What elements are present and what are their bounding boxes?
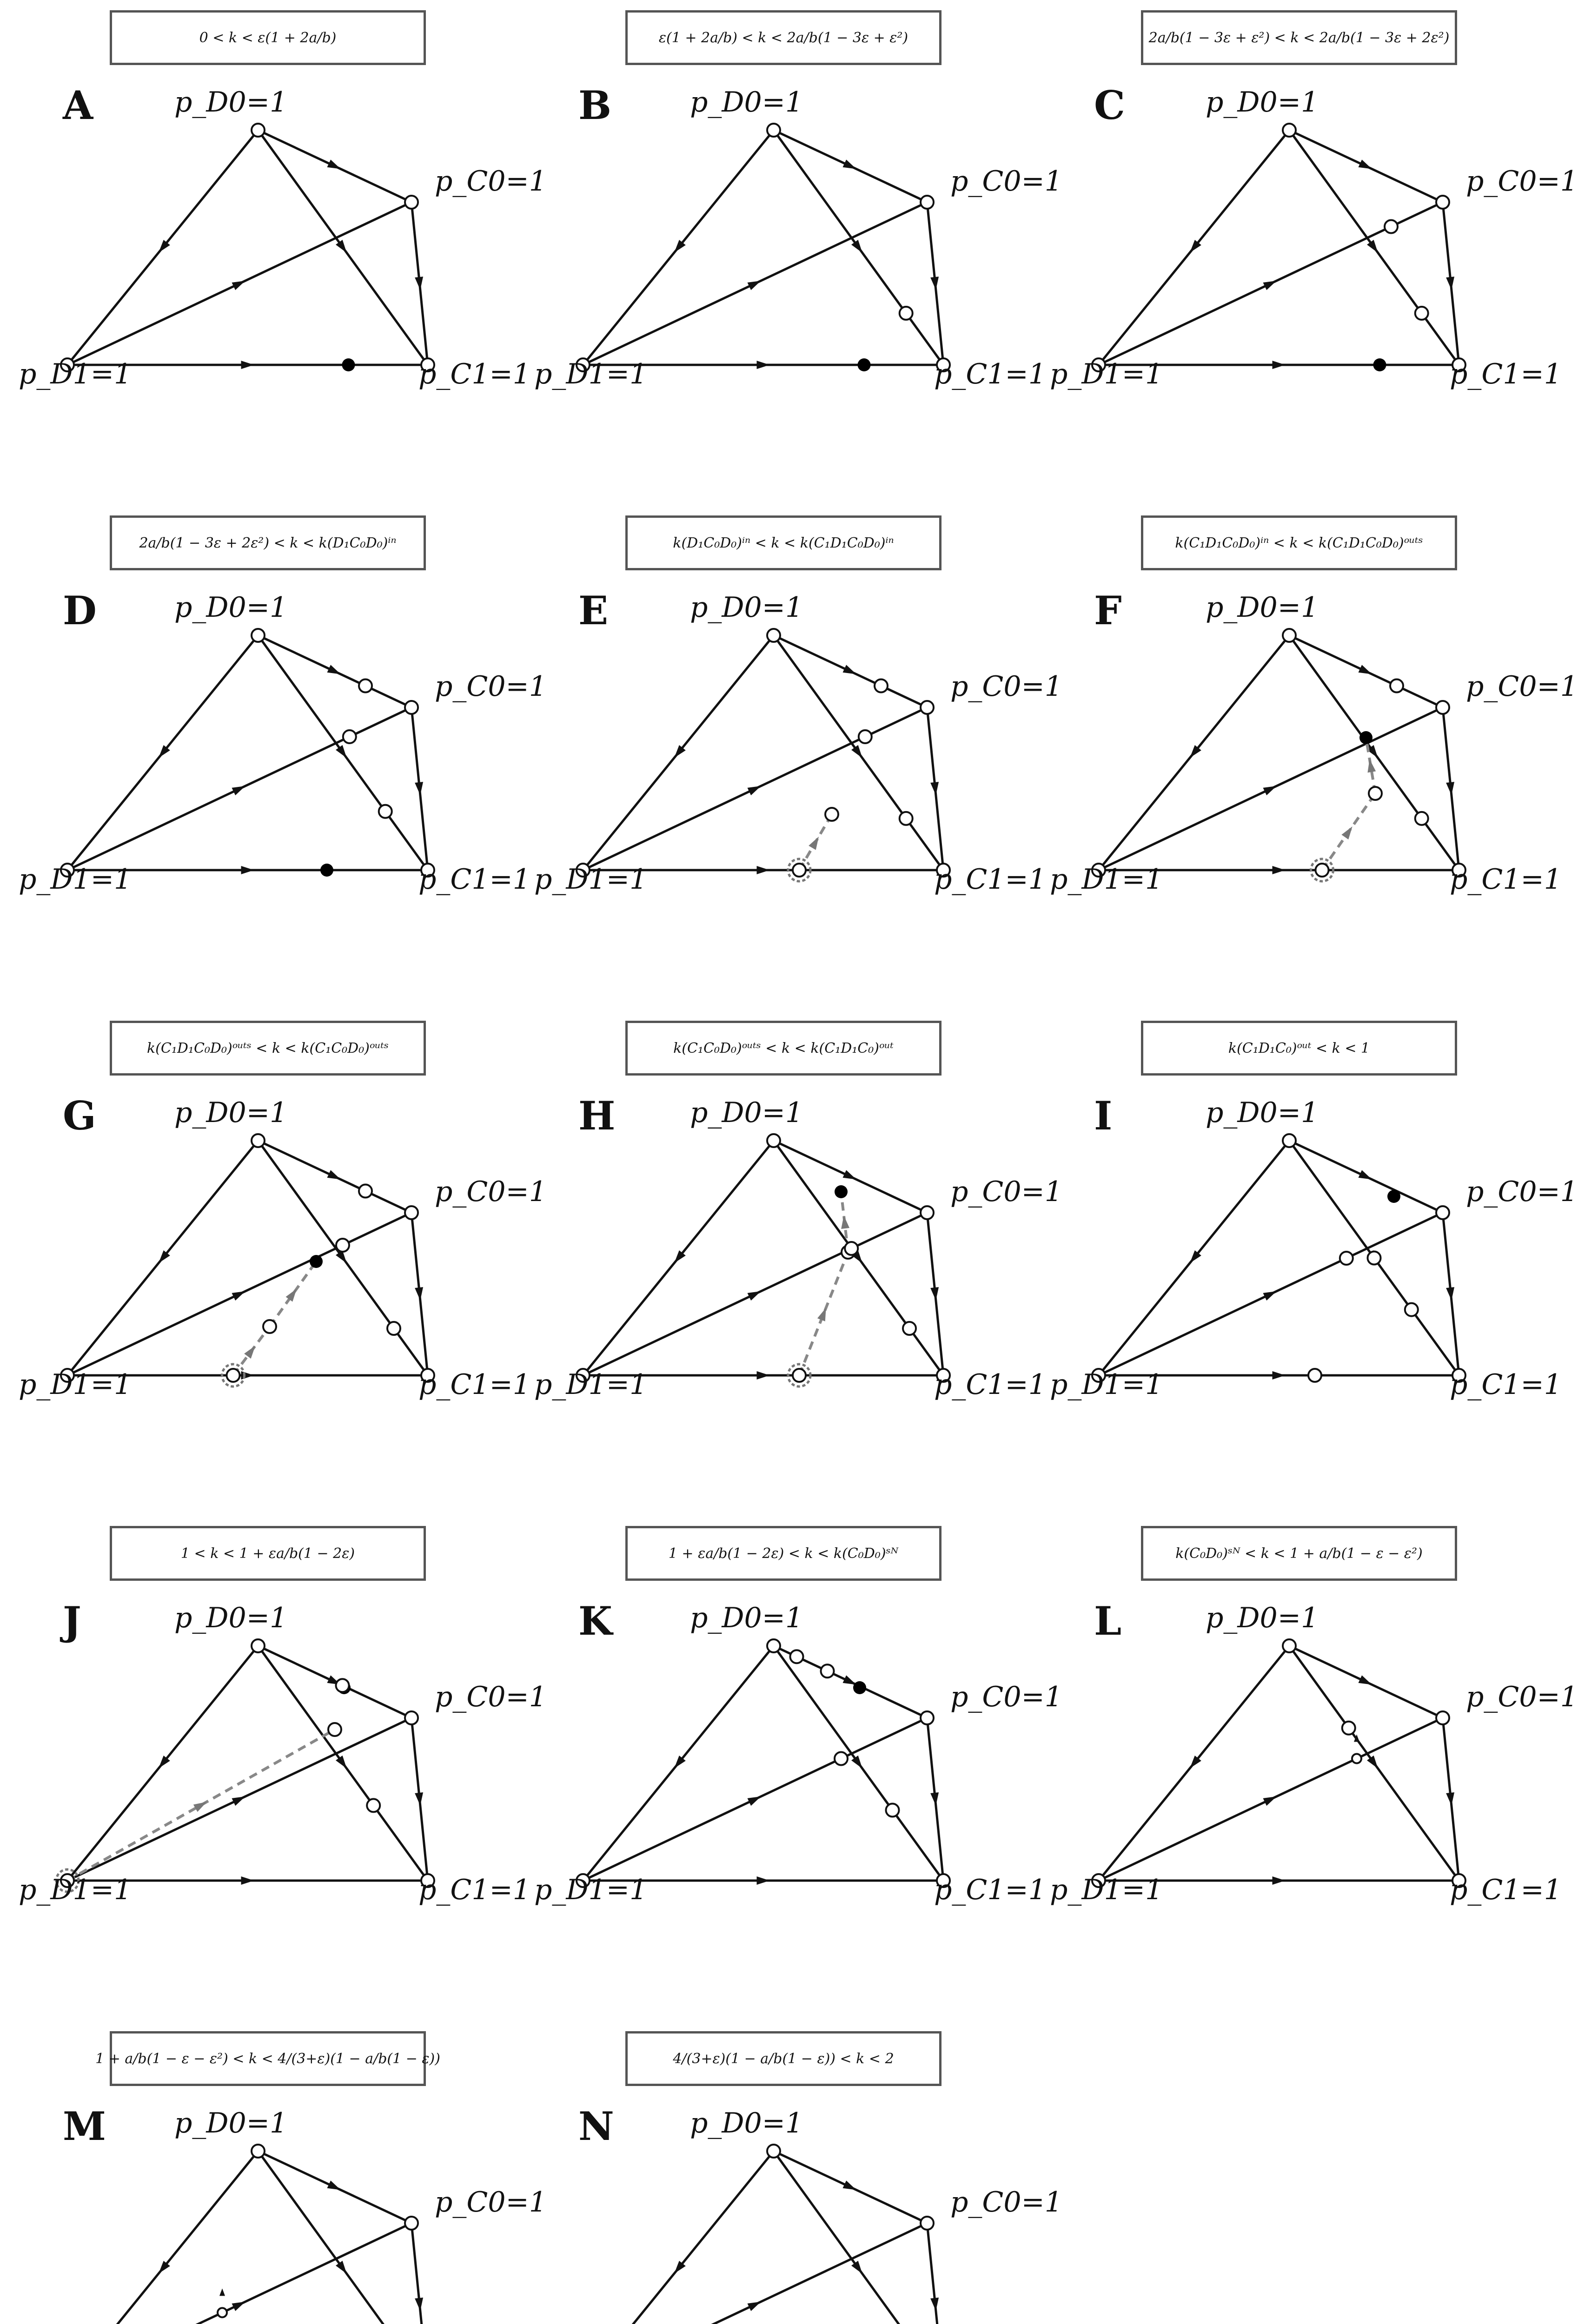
- node-label-c1: p_C1=1: [1450, 863, 1562, 896]
- unstable-point: [825, 808, 838, 821]
- saddle-point: [218, 2308, 227, 2317]
- panel-c: [1031, 0, 1578, 505]
- unstable-point: [405, 701, 418, 714]
- unstable-point: [359, 1185, 372, 1198]
- edge-arrowhead: [1273, 361, 1286, 369]
- edge-arrowhead: [930, 782, 940, 796]
- edge-arrowhead: [747, 2298, 762, 2311]
- phase-diagram: [0, 0, 516, 505]
- node-label-d0: p_D0=1: [1206, 1602, 1319, 1634]
- unstable-point: [227, 1369, 240, 1382]
- unstable-point: [921, 701, 934, 714]
- phase-diagram: [516, 505, 1031, 1010]
- unstable-point: [1415, 812, 1428, 825]
- node-label-d0: p_D0=1: [174, 86, 288, 119]
- node-label-d0: p_D0=1: [1206, 591, 1319, 624]
- node-label-c0: p_C0=1: [435, 165, 547, 198]
- edge-arrowhead: [1263, 1793, 1278, 1806]
- condition-text: 0 < k < ε(1 + 2a/b): [199, 29, 337, 46]
- unstable-point: [1436, 701, 1449, 714]
- edge-arrowhead: [232, 277, 247, 290]
- unstable-point: [1436, 1711, 1449, 1724]
- unstable-point: [845, 1242, 858, 1255]
- edge-line: [774, 2151, 943, 2324]
- node-label-c1: p_C1=1: [418, 863, 530, 896]
- edge-arrowhead: [327, 665, 343, 678]
- edge-arrowhead: [757, 1371, 770, 1380]
- unstable-point: [793, 864, 806, 877]
- stable-point: [1373, 358, 1386, 371]
- node-label-c1: p_C1=1: [418, 358, 530, 390]
- unstable-point: [1342, 1722, 1355, 1735]
- node-label-c1: p_C1=1: [934, 1368, 1046, 1401]
- node-label-c0: p_C0=1: [950, 670, 1062, 703]
- panel-h: [516, 1010, 1062, 1516]
- unstable-point: [1283, 1639, 1296, 1652]
- edge-arrowhead: [1446, 1287, 1456, 1301]
- unstable-point: [263, 1320, 276, 1333]
- phase-diagram: [1031, 1516, 1547, 2021]
- node-label-d0: p_D0=1: [174, 1602, 288, 1634]
- unstable-point: [252, 1134, 265, 1147]
- edge-arrowhead: [244, 1343, 259, 1359]
- node-label-d1: p_D1=1: [1050, 863, 1163, 896]
- edge-arrowhead: [193, 1798, 209, 1812]
- panel-k: [516, 1516, 1062, 2021]
- node-label-d0: p_D0=1: [690, 1096, 803, 1129]
- edge-arrowhead: [241, 361, 254, 369]
- phase-diagram: [1031, 1010, 1547, 1516]
- unstable-point: [821, 1664, 834, 1677]
- edge-arrowhead: [415, 782, 424, 796]
- condition-text: 1 + a/b(1 − ε − ε²) < k < 4/(3+ε)(1 − a/b(1 − ε)): [95, 2050, 440, 2067]
- edge-arrowhead: [757, 1876, 770, 1885]
- node-label-c1: p_C1=1: [1450, 1368, 1562, 1401]
- panel-letter: J: [63, 1598, 81, 1644]
- node-label-c1: p_C1=1: [934, 358, 1046, 390]
- unstable-point: [405, 1711, 418, 1724]
- unstable-point: [1283, 629, 1296, 642]
- unstable-point: [921, 1711, 934, 1724]
- node-label-d1: p_D1=1: [534, 358, 648, 390]
- saddle-point: [1352, 1754, 1361, 1763]
- unstable-point: [1283, 124, 1296, 137]
- unstable-point: [1436, 1206, 1449, 1219]
- panel-letter: G: [63, 1093, 96, 1139]
- node-label-d0: p_D0=1: [690, 1602, 803, 1634]
- condition-text: k(C₁C₀D₀)ᵒᵘᵗˢ < k < k(C₁D₁C₀)ᵒᵘᵗ: [673, 1040, 894, 1056]
- edge-arrowhead: [1359, 1170, 1374, 1183]
- edge-arrowhead: [930, 2298, 940, 2311]
- edge-arrowhead: [747, 1793, 762, 1806]
- phase-diagram: [0, 505, 516, 1010]
- unstable-point: [1316, 864, 1329, 877]
- phase-diagram: [0, 2021, 516, 2324]
- stable-point: [835, 1185, 848, 1198]
- panel-letter: H: [578, 1093, 616, 1139]
- stable-point: [1387, 1190, 1400, 1203]
- condition-text: k(C₁D₁C₀D₀)ⁱⁿ < k < k(C₁D₁C₀D₀)ᵒᵘᵗˢ: [1175, 535, 1423, 551]
- edge-arrowhead: [1359, 665, 1374, 678]
- stable-point: [310, 1255, 323, 1268]
- direction-arrowhead: [219, 2289, 225, 2296]
- node-label-d0: p_D0=1: [1206, 86, 1319, 119]
- edge-line: [67, 2151, 258, 2324]
- edge-arrowhead: [1359, 159, 1374, 172]
- phase-diagram: [516, 0, 1031, 505]
- unstable-point: [252, 2145, 265, 2158]
- edge-arrowhead: [1273, 1876, 1286, 1885]
- panel-m: [0, 2021, 547, 2324]
- node-label-d0: p_D0=1: [690, 2107, 803, 2139]
- unstable-point: [1415, 307, 1428, 320]
- unstable-point: [790, 1650, 803, 1663]
- edge-arrowhead: [843, 1170, 858, 1183]
- node-label-c1: p_C1=1: [1450, 1874, 1562, 1906]
- edge-arrowhead: [809, 834, 822, 850]
- unstable-point: [252, 1639, 265, 1652]
- unstable-point: [405, 2217, 418, 2230]
- node-label-c0: p_C0=1: [1466, 165, 1578, 198]
- panel-f: [1031, 505, 1578, 1010]
- unstable-point: [1340, 1252, 1353, 1265]
- condition-text: 2a/b(1 − 3ε + 2ε²) < k < k(D₁C₀D₀)ⁱⁿ: [139, 535, 397, 551]
- edge-arrowhead: [843, 2180, 858, 2193]
- panel-e: [516, 505, 1062, 1010]
- edge-arrowhead: [1263, 782, 1278, 795]
- unstable-point: [767, 629, 780, 642]
- unstable-point: [1436, 196, 1449, 209]
- node-label-d1: p_D1=1: [1050, 1368, 1163, 1401]
- panel-letter: F: [1094, 588, 1122, 634]
- edge-arrowhead: [1446, 1792, 1456, 1806]
- unstable-point: [379, 805, 392, 818]
- node-label-d0: p_D0=1: [174, 591, 288, 624]
- edge-line: [583, 2223, 927, 2324]
- condition-text: 2a/b(1 − 3ε + ε²) < k < 2a/b(1 − 3ε + 2ε²): [1148, 29, 1450, 46]
- condition-text: 1 + εa/b(1 − 2ε) < k < k(C₀D₀)ˢᴺ: [668, 1545, 899, 1562]
- unstable-point: [1405, 1303, 1418, 1316]
- node-label-d1: p_D1=1: [19, 358, 132, 390]
- unstable-point: [767, 2145, 780, 2158]
- node-label-c1: p_C1=1: [1450, 358, 1562, 390]
- unstable-point: [343, 730, 356, 743]
- unstable-point: [1369, 787, 1382, 800]
- condition-text: k(C₁D₁C₀)ᵒᵘᵗ < k < 1: [1228, 1040, 1370, 1056]
- node-label-d0: p_D0=1: [174, 1096, 288, 1129]
- unstable-point: [336, 1679, 349, 1692]
- unstable-point: [328, 1723, 341, 1736]
- node-label-d1: p_D1=1: [19, 1874, 132, 1906]
- condition-text: ε(1 + 2a/b) < k < 2a/b(1 − 3ε + ε²): [658, 29, 908, 46]
- node-label-c0: p_C0=1: [950, 165, 1062, 198]
- node-label-d1: p_D1=1: [534, 863, 648, 896]
- unstable-point: [886, 1804, 899, 1817]
- edge-arrowhead: [415, 1287, 424, 1301]
- edge-arrowhead: [843, 665, 858, 678]
- edge-arrowhead: [1273, 1371, 1286, 1380]
- unstable-point: [1308, 1369, 1321, 1382]
- node-label-d1: p_D1=1: [534, 1368, 648, 1401]
- node-label-d0: p_D0=1: [174, 2107, 288, 2139]
- panel-a: [0, 0, 547, 505]
- node-label-d1: p_D1=1: [534, 1874, 648, 1906]
- phase-diagram: [516, 2021, 1031, 2324]
- panel-i: [1031, 1010, 1578, 1516]
- edge-arrowhead: [232, 782, 247, 795]
- condition-text: k(C₁D₁C₀D₀)ᵒᵘᵗˢ < k < k(C₁C₀D₀)ᵒᵘᵗˢ: [147, 1040, 389, 1056]
- stable-point: [320, 864, 333, 877]
- unstable-point: [387, 1322, 400, 1335]
- edge-arrowhead: [1359, 1675, 1374, 1688]
- unstable-point: [367, 1799, 380, 1812]
- stable-point: [342, 358, 355, 371]
- node-label-c0: p_C0=1: [435, 1175, 547, 1208]
- edge-arrowhead: [757, 866, 770, 874]
- unstable-point: [903, 1322, 916, 1335]
- node-label-c1: p_C1=1: [934, 863, 1046, 896]
- unstable-point: [835, 1752, 848, 1765]
- node-label-c1: p_C1=1: [418, 1368, 530, 1401]
- edge-arrowhead: [415, 1792, 424, 1806]
- condition-text: 4/(3+ε)(1 − a/b(1 − ε)) < k < 2: [673, 2050, 894, 2067]
- unstable-point: [793, 1369, 806, 1382]
- phase-diagram: [0, 1516, 516, 2021]
- edge-arrowhead: [241, 866, 254, 874]
- panel-letter: B: [578, 82, 611, 128]
- unstable-point: [252, 124, 265, 137]
- edge-arrowhead: [241, 1876, 254, 1885]
- unstable-point: [859, 730, 872, 743]
- edge-arrowhead: [327, 159, 343, 172]
- node-label-d1: p_D1=1: [19, 863, 132, 896]
- edge-arrowhead: [747, 782, 762, 795]
- node-label-c0: p_C0=1: [950, 2186, 1062, 2218]
- panel-l: [1031, 1516, 1578, 2021]
- edge-arrowhead: [1446, 277, 1456, 290]
- panel-n: [516, 2021, 1062, 2324]
- unstable-point: [921, 1206, 934, 1219]
- stable-point: [853, 1681, 866, 1694]
- unstable-point: [767, 124, 780, 137]
- panel-letter: D: [63, 588, 97, 634]
- node-label-c1: p_C1=1: [934, 1874, 1046, 1906]
- edge-arrowhead: [232, 1287, 247, 1301]
- node-label-c0: p_C0=1: [435, 1681, 547, 1713]
- node-label-c1: p_C1=1: [418, 1874, 530, 1906]
- node-label-c0: p_C0=1: [435, 670, 547, 703]
- edge-arrowhead: [1263, 1287, 1278, 1301]
- unstable-point: [1390, 680, 1403, 693]
- edge-arrowhead: [232, 1793, 247, 1806]
- edge-arrowhead: [757, 361, 770, 369]
- node-label-c0: p_C0=1: [1466, 1175, 1578, 1208]
- edge-arrowhead: [843, 159, 858, 172]
- panel-letter: C: [1094, 82, 1125, 128]
- edge-arrowhead: [1446, 782, 1456, 796]
- unstable-point: [767, 1134, 780, 1147]
- unstable-point: [1385, 220, 1398, 233]
- edge-arrowhead: [1263, 277, 1278, 290]
- panel-d: [0, 505, 547, 1010]
- unstable-point: [921, 2217, 934, 2230]
- phase-diagram: [0, 1010, 516, 1516]
- unstable-point: [252, 629, 265, 642]
- phase-diagram: [1031, 0, 1547, 505]
- edge-arrowhead: [930, 277, 940, 290]
- panel-letter: L: [1094, 1598, 1122, 1644]
- edge-arrowhead: [415, 277, 424, 290]
- node-label-d0: p_D0=1: [1206, 1096, 1319, 1129]
- unstable-point: [900, 812, 913, 825]
- node-label-c0: p_C0=1: [1466, 670, 1578, 703]
- panel-g: [0, 1010, 547, 1516]
- node-label-c0: p_C0=1: [950, 1681, 1062, 1713]
- unstable-point: [1368, 1252, 1381, 1265]
- edge-arrowhead: [415, 2298, 424, 2311]
- edge-line: [583, 2151, 774, 2324]
- stable-point: [1359, 731, 1372, 744]
- unstable-point: [405, 1206, 418, 1219]
- edge-line: [258, 2151, 428, 2324]
- node-label-d0: p_D0=1: [690, 86, 803, 119]
- edge-arrowhead: [232, 2298, 247, 2311]
- condition-text: k(D₁C₀D₀)ⁱⁿ < k < k(C₁D₁C₀D₀)ⁱⁿ: [673, 535, 894, 551]
- panel-letter: I: [1094, 1093, 1113, 1139]
- node-label-d1: p_D1=1: [19, 1368, 132, 1401]
- panel-j: [0, 1516, 547, 2021]
- phase-diagram: [516, 1516, 1031, 2021]
- panel-letter: N: [578, 2103, 614, 2149]
- unstable-point: [767, 1639, 780, 1652]
- panel-letter: K: [578, 1598, 613, 1644]
- unstable-point: [359, 680, 372, 693]
- edge-arrowhead: [747, 1287, 762, 1301]
- node-label-c0: p_C0=1: [950, 1175, 1062, 1208]
- panel-b: [516, 0, 1062, 505]
- edge-arrowhead: [930, 1287, 940, 1301]
- stable-point: [858, 358, 871, 371]
- edge-arrowhead: [1273, 866, 1286, 874]
- edge-arrowhead: [930, 1792, 940, 1806]
- unstable-point: [1283, 1134, 1296, 1147]
- panel-letter: E: [578, 588, 609, 634]
- condition-text: 1 < k < 1 + εa/b(1 − 2ε): [180, 1545, 355, 1562]
- unstable-point: [336, 1239, 349, 1252]
- condition-text: k(C₀D₀)ˢᴺ < k < 1 + a/b(1 − ε − ε²): [1175, 1545, 1423, 1562]
- node-label-c0: p_C0=1: [435, 2186, 547, 2218]
- panel-letter: A: [63, 82, 93, 128]
- node-label-d1: p_D1=1: [1050, 358, 1163, 390]
- edge-arrowhead: [327, 1170, 343, 1183]
- panel-letter: M: [63, 2103, 106, 2149]
- unstable-point: [900, 307, 913, 320]
- phase-diagram: [516, 1010, 1031, 1516]
- node-label-c0: p_C0=1: [1466, 1681, 1578, 1713]
- edge-arrowhead: [817, 1306, 830, 1321]
- edge-arrowhead: [747, 277, 762, 290]
- unstable-point: [405, 196, 418, 209]
- edge-arrowhead: [327, 2180, 343, 2193]
- unstable-point: [921, 196, 934, 209]
- node-label-d1: p_D1=1: [1050, 1874, 1163, 1906]
- phase-diagram: [1031, 505, 1547, 1010]
- node-label-d0: p_D0=1: [690, 591, 803, 624]
- edge-line: [67, 2223, 411, 2324]
- unstable-point: [875, 680, 888, 693]
- edge-arrowhead: [1341, 824, 1356, 839]
